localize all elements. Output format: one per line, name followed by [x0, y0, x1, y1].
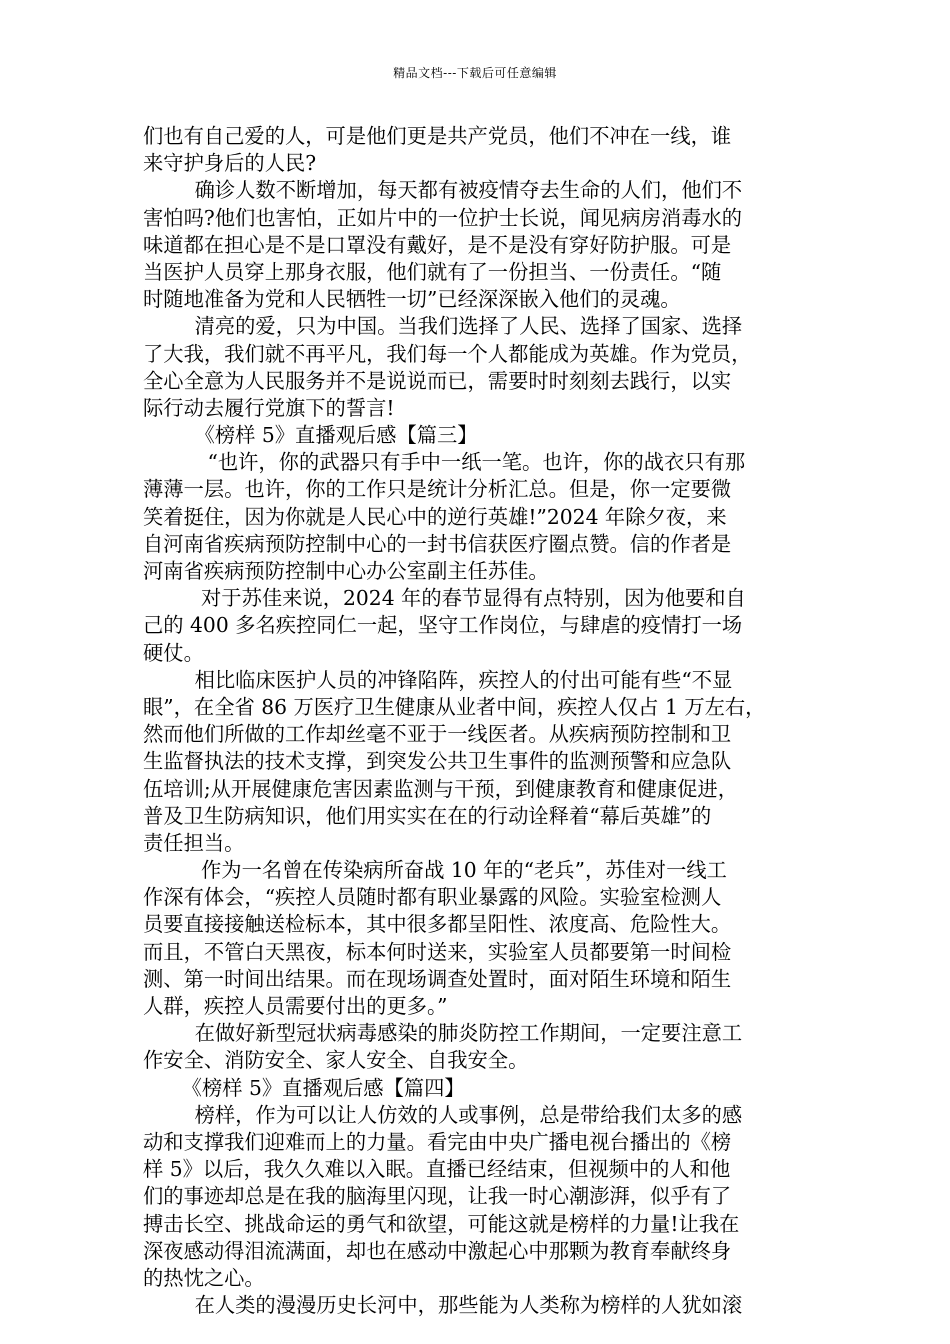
text-line: 对于苏佳来说，2024 年的春节显得有点特别，因为他要和自 — [143, 586, 746, 611]
text-line: 人群，疾控人员需要付出的更多。” — [143, 994, 448, 1018]
body-text — [143, 123, 805, 1319]
text-line: 己的 400 多名疾控同仁一起，坚守工作岗位，与肆虐的疫情打一场 — [143, 613, 743, 638]
text-line: 动和支撑我们迎难而上的力量。看完由中央广播电视台播出的《榜 — [143, 1129, 732, 1154]
text-line: 作为一名曾在传染病所奋战 10 年的“老兵”，苏佳对一线工 — [143, 858, 727, 883]
text-line: 生监督执法的技术支撑，到突发公共卫生事件的监测预警和应急队 — [143, 749, 732, 774]
text-line: 在人类的漫漫历史长河中，那些能为人类称为榜样的人犹如滚 — [143, 1293, 743, 1318]
text-line: “也许，你的武器只有手中一纸一笔。也许，你的战衣只有那 — [143, 450, 746, 475]
text-line: 全心全意为人民服务并不是说说而已，需要时时刻刻去践行，以实 — [143, 368, 732, 393]
text-line: 样 5》以后，我久久难以入眠。直播已经结束，但视频中的人和他 — [143, 1157, 731, 1182]
text-line: 然而他们所做的工作却丝毫不亚于一线医者。从疾病预防控制和卫 — [143, 722, 732, 747]
text-line: 笑着挺住，因为你就是人民心中的逆行英雄!”2024 年除夕夜，来 — [143, 504, 727, 529]
text-line: 味道都在担心是不是口罩没有戴好，是不是没有穿好防护服。可是 — [143, 232, 732, 257]
text-line: 搏击长空、挑战命运的勇气和欲望，可能这就是榜样的力量!让我在 — [143, 1211, 740, 1236]
text-line: 时随地准备为党和人民牺牲一切”已经深深嵌入他们的灵魂。 — [143, 287, 681, 312]
text-line: 员要直接接触送检标本，其中很多都呈阳性、浓度高、危险性大。 — [143, 912, 732, 937]
text-line: 测、第一时间出结果。而在现场调查处置时，面对陌生环境和陌生 — [143, 966, 732, 991]
text-line: 薄薄一层。也许，你的工作只是统计分析汇总。但是，你一定要微 — [143, 477, 732, 502]
text-line: 作深有体会，“疾控人员随时都有职业暴露的风险。实验室检测人 — [143, 885, 722, 910]
text-line: 《榜样 5》直播观后感【篇三】 — [143, 423, 478, 448]
text-line: 伍培训;从开展健康危害因素监测与干预，到健康教育和健康促进， — [143, 776, 738, 801]
text-line: 当医护人员穿上那身衣服，他们就有了一份担当、一份责任。“随 — [143, 259, 722, 284]
text-line: 榜样，作为可以让人仿效的人或事例，总是带给我们太多的感 — [143, 1102, 743, 1127]
text-line: 了大我，我们就不再平凡，我们每一个人都能成为英雄。作为党员， — [143, 341, 752, 366]
text-line: 硬仗。 — [143, 640, 204, 665]
text-line: 自河南省疾病预防控制中心的一封书信获医疗圈点赞。信的作者是 — [143, 531, 732, 556]
text-line: 的热忱之心。 — [143, 1265, 265, 1290]
text-line: 责任担当。 — [143, 830, 245, 855]
text-line: 清亮的爱，只为中国。当我们选择了人民、选择了国家、选择 — [143, 314, 743, 339]
text-line: 来守护身后的人民? — [143, 151, 317, 176]
text-line: 在做好新型冠状病毒感染的肺炎防控工作期间，一定要注意工 — [143, 1021, 743, 1046]
text-line: 们也有自己爱的人，可是他们更是共产党员，他们不冲在一线，谁 — [143, 124, 732, 148]
text-line: 际行动去履行党旗下的誓言! — [143, 395, 395, 420]
text-line: 深夜感动得泪流满面，却也在感动中激起心中那颗为教育奉献终身 — [143, 1238, 732, 1263]
text-line: 害怕吗?他们也害怕，正如片中的一位护士长说，闻见病房消毒水的 — [143, 205, 743, 230]
text-line: 而且，不管白天黑夜，标本何时送来，实验室人员都要第一时间检 — [143, 939, 732, 964]
text-line: 普及卫生防病知识，他们用实实在在的行动诠释着“幕后英雄”的 — [143, 803, 712, 828]
text-line: 们的事迹却总是在我的脑海里闪现，让我一时心潮澎湃，似乎有了 — [143, 1184, 732, 1209]
text-line: 眼”，在全省 86 万医疗卫生健康从业者中间，疾控人仅占 1 万左右， — [143, 694, 766, 719]
text-line: 作安全、消防安全、家人安全、自我安全。 — [143, 1048, 529, 1073]
text-line: 相比临床医护人员的冲锋陷阵，疾控人的付出可能有些“不显 — [143, 667, 733, 692]
text-line: 《榜样 5》直播观后感【篇四】 — [143, 1075, 465, 1100]
text-line: 确诊人数不断增加，每天都有被疫情夺去生命的人们，他们不 — [143, 178, 743, 203]
page-header: 精品文档---下载后可任意编辑 — [393, 66, 557, 80]
text-line: 河南省疾病预防控制中心办公室副主任苏佳。 — [143, 559, 549, 583]
